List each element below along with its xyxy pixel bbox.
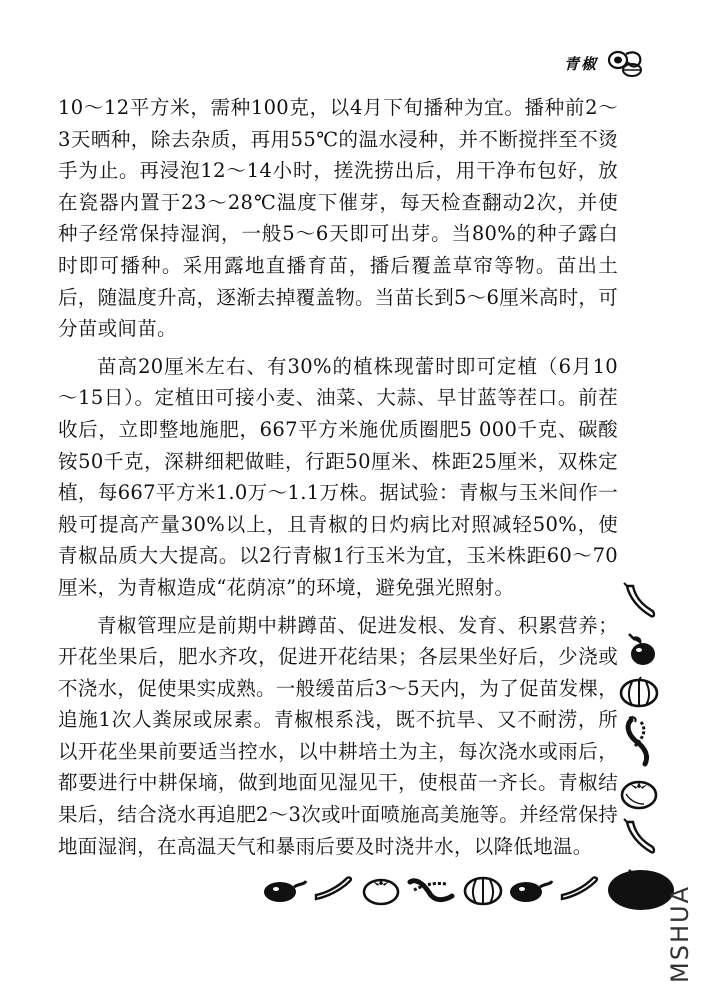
side-decoration-strip (614, 582, 664, 904)
tomato-icon (618, 776, 660, 810)
running-header-title: 青椒 (563, 54, 598, 73)
running-header (564, 48, 646, 78)
paragraph-2: 苗高20厘米左右、有30%的植株现蕾时即可定植（6月10～15日）。定植田可接小麦、油菜、大蒜、早甘蓝等茬口。前茬收后，立即整地施肥，667平方米施优质圈肥5 000千克、碳酸铵50千克，深耕细耙做畦，行距50厘米、株距25厘米，双株定植，每667平方米1.0万～1.1万株。据试验：青椒与玉米间作一般可提高产量30%以上，且青椒的日灼病比对照减轻50%，使青椒品质大大提高。以2行青椒1行玉米为宜，玉米株距60～70厘米，为青椒造成“花荫凉”的环境，避免强光照射。 (58, 354, 618, 599)
body-text (58, 92, 618, 868)
paragraph-3: 青椒管理应是前期中耕蹲苗、促进发根、发育、积累营养；开花坐果后，肥水齐攻，促进开花结果；各层果坐好后，少浇或不浇水，促使果实成熟。一般缓苗后3～5天内，为了促苗发棵，追施1次人粪尿或尿素。青椒根系浅，既不抗旱、又不耐涝，所以开花坐果前要适当控水，以中耕培土为主，每次浇水或雨后，都要进行中耕保墒，做到地面见湿见干，使根苗一齐长。青椒结果后，结合浇水再追肥2～3次或叶面喷施高美施等。并经常保持地面湿润，在高温天气和暴雨后要及时浇井水，以降低地温。 (58, 613, 619, 858)
bottom-decoration-strip (262, 868, 676, 912)
bitter-melon-icon (619, 716, 659, 768)
eggplant-icon (508, 875, 554, 905)
cucumber-icon (558, 875, 602, 905)
cucumber-icon (312, 875, 356, 905)
vegetable-cluster-icon (606, 48, 646, 78)
watermark: MSHUA (666, 885, 694, 983)
pumpkin-icon (462, 874, 504, 906)
cucumber-icon (619, 582, 659, 622)
eggplant-icon (262, 875, 308, 905)
eggplant-icon (619, 630, 659, 668)
pumpkin-icon (618, 676, 660, 708)
cucumber-icon (619, 818, 659, 858)
paragraph-1: 10～12平方米，需种100克，以4月下旬播种为宜。播种前2～3天晒种，除去杂质，再用55℃的温水浸种，并不断搅拌至不烫手为止。再浸泡12～14小时，搓洗捞出后，用干净布包好，放在瓷器内置于23～28℃温度下催芽，每天检查翻动2次，并使种子经常保持湿润，一般5～6天即可出芽。当80%的种子露白时即可播种。采用露地直播育苗，播后覆盖草帘等物。苗出土后，随温度升高，逐渐去掉覆盖物。当苗长到5～6厘米高时，可分苗或间苗。 (58, 96, 619, 341)
tomato-icon (360, 874, 402, 906)
bitter-melon-icon (406, 874, 458, 906)
